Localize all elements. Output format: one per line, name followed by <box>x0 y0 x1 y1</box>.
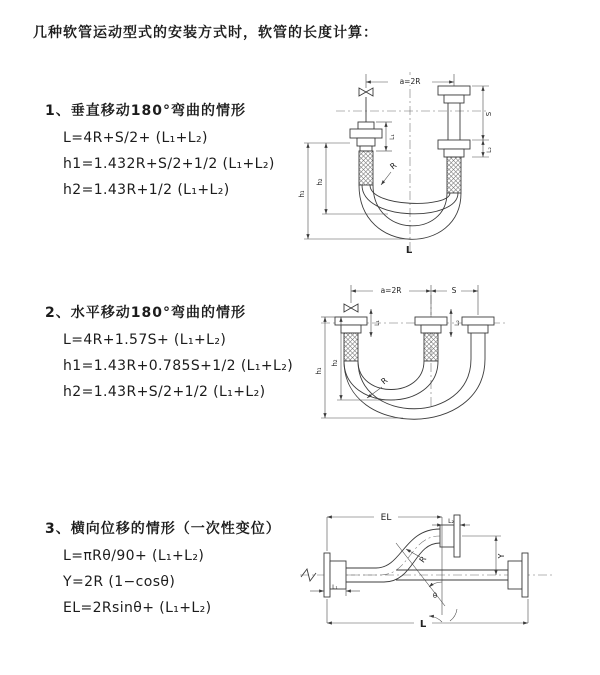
dim-label-l2: L₂ <box>448 518 454 525</box>
dim-label-l2: L₂ <box>486 147 493 153</box>
dim-label-l1: L₁ <box>332 584 338 591</box>
left-flange <box>358 122 374 129</box>
section-horizontal-movement <box>45 302 293 400</box>
braided-hose-right <box>447 157 461 193</box>
dim-label-l: L <box>419 619 427 630</box>
dim-label-h2: h₂ <box>331 359 339 367</box>
right-flange-plate-original <box>522 553 528 597</box>
dim-label-s: S <box>451 286 457 295</box>
hose-curve-displaced <box>344 359 485 419</box>
formula-L: L=4R+S/2+ (L₁+L₂) <box>63 130 208 146</box>
bowtie-symbol <box>344 304 358 312</box>
diagram-vertical-180-bend <box>296 66 533 262</box>
length-label: L <box>405 245 413 256</box>
dim-label-a2r: a=2R <box>380 286 402 295</box>
section-1-heading: 1、垂直移动180°弯曲的情形 <box>45 103 246 119</box>
radius-label: R <box>388 160 399 172</box>
dim-label-a2r: a=2R <box>399 77 421 86</box>
right-flange-plate-raised <box>454 515 460 557</box>
page-title: 几种软管运动型式的安装方式时，软管的长度计算： <box>33 25 378 41</box>
section-3-heading: 3、横向位移的情形（一次性变位） <box>45 521 281 537</box>
right-flange-hub-original <box>508 561 522 589</box>
section-2-heading: 2、水平移动180°弯曲的情形 <box>45 305 246 321</box>
right-flange-displaced <box>462 317 494 325</box>
formula-h1: h1=1.432R+S/2+1/2 (L₁+L₂) <box>63 156 275 172</box>
dim-label-l1: L₁ <box>389 134 396 140</box>
right-flange-raised <box>438 86 470 95</box>
dim-label-el: EL <box>380 513 392 523</box>
dim-label-h2: h₂ <box>316 178 324 186</box>
dim-label-y: Y <box>497 553 506 559</box>
right-flange-lower <box>438 140 470 149</box>
left-flange <box>335 317 367 325</box>
braided-hose-left <box>359 151 373 185</box>
section-vertical-movement <box>45 100 275 198</box>
formula-EL: EL=2Rsinθ+ (L₁+L₂) <box>63 600 212 616</box>
formula-Y: Y=2R (1−cosθ) <box>63 574 176 590</box>
dim-label-l2: L₂ <box>454 320 461 326</box>
formula-h2: h2=1.43R+S/2+1/2 (L₁+L₂) <box>63 384 266 400</box>
formula-h1: h1=1.43R+0.785S+1/2 (L₁+L₂) <box>63 358 294 374</box>
dim-label-l1: L₁ <box>374 320 381 326</box>
braided-hose-left <box>344 333 358 361</box>
dim-label-h1: h₁ <box>298 190 306 198</box>
radius-label: R <box>417 554 429 565</box>
radius-label: R <box>379 375 390 387</box>
section-lateral-displacement <box>45 518 281 616</box>
middle-flange <box>415 317 447 325</box>
diagram-lateral-displacement <box>296 503 563 649</box>
dim-label-h1: h₁ <box>315 367 323 375</box>
braided-hose-middle <box>424 333 438 361</box>
formula-L: L=πRθ/90+ (L₁+L₂) <box>63 548 205 564</box>
diagram-horizontal-180-bend <box>303 281 550 457</box>
left-flange-plate <box>324 553 330 597</box>
dim-label-s: S <box>485 111 493 117</box>
formula-h2: h2=1.43R+1/2 (L₁+L₂) <box>63 182 230 198</box>
formula-L: L=4R+1.57S+ (L₁+L₂) <box>63 332 227 348</box>
bowtie-symbol <box>359 88 373 96</box>
angle-label: θ <box>432 592 438 600</box>
